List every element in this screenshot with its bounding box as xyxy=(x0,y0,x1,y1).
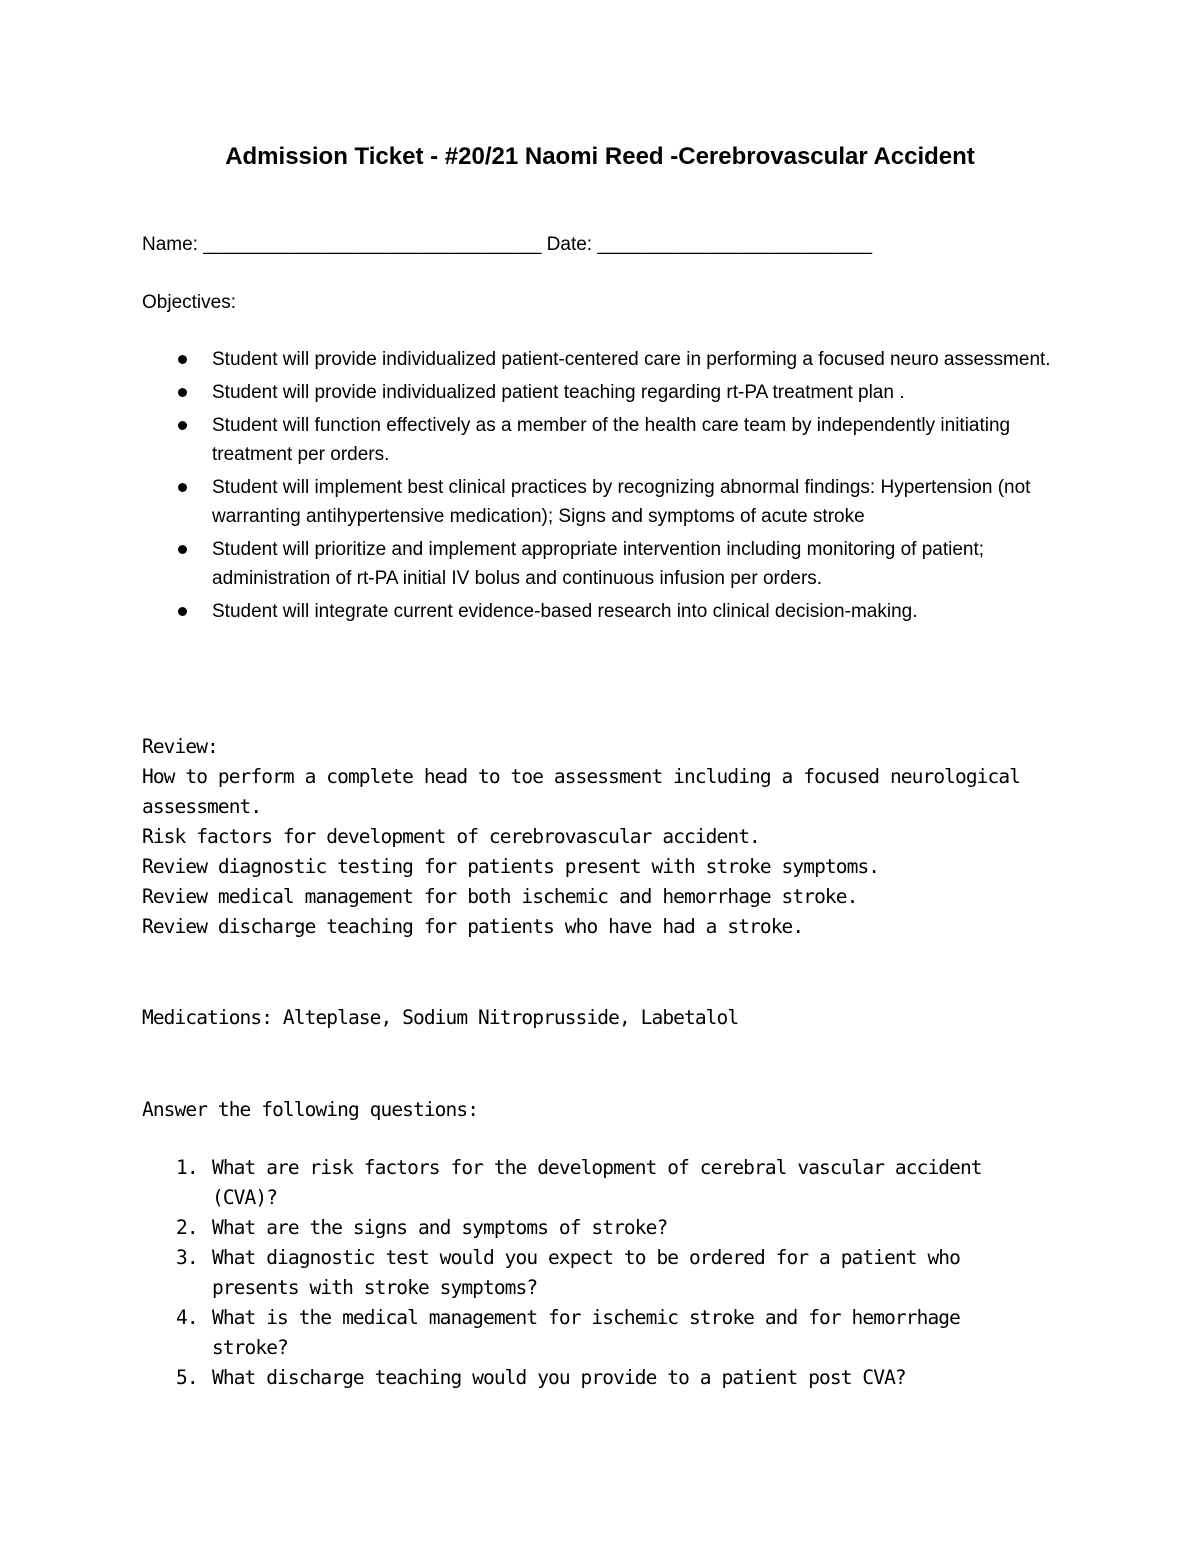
question-item xyxy=(142,1153,1042,1213)
review-line: Review discharge teaching for patients who have had a stroke. xyxy=(142,915,804,938)
question-text: What is the medical management for ischemic stroke and for hemorrhage stroke? xyxy=(212,1306,960,1359)
objective-item xyxy=(142,473,1062,531)
question-number: 3. xyxy=(176,1246,198,1269)
question-item xyxy=(142,1213,1042,1243)
question-item xyxy=(142,1303,1042,1363)
bullet-icon xyxy=(178,355,187,364)
review-line: Review diagnostic testing for patients present with stroke symptoms. xyxy=(142,855,880,878)
review-line: How to perform a complete head to toe assessment including a focused neurological assessment. xyxy=(142,765,1021,818)
objective-item xyxy=(142,535,1062,593)
question-item xyxy=(142,1243,1042,1303)
objective-text: Student will prioritize and implement appropriate intervention including monitoring of patient; administration of rt-PA initial IV bolus and continuous infusion per orders. xyxy=(212,539,985,589)
bullet-icon xyxy=(178,483,187,492)
objective-text: Student will provide individualized patient-centered care in performing a focused neuro assessment. xyxy=(212,349,1051,370)
objective-item xyxy=(142,345,1062,374)
question-text: What are risk factors for the development of cerebral vascular accident (CVA)? xyxy=(212,1156,982,1209)
bullet-icon xyxy=(178,607,187,616)
document-title: Admission Ticket - #20/21 Naomi Reed -Cerebrovascular Accident xyxy=(225,143,975,170)
objectives-list xyxy=(142,345,1062,630)
review-line: Risk factors for development of cerebrovascular accident. xyxy=(142,825,760,848)
review-section xyxy=(142,732,1082,942)
objective-text: Student will function effectively as a member of the health care team by independently initiating treatment per orders. xyxy=(212,415,1011,465)
questions-list xyxy=(142,1153,1042,1393)
question-text: What diagnostic test would you expect to be ordered for a patient who presents with stroke symptoms? xyxy=(212,1246,960,1299)
question-number: 5. xyxy=(176,1366,198,1389)
answer-heading: Answer the following questions: xyxy=(142,1098,479,1121)
objective-item xyxy=(142,378,1062,407)
question-item xyxy=(142,1363,1042,1393)
question-number: 1. xyxy=(176,1156,198,1179)
objective-text: Student will provide individualized patient teaching regarding rt-PA treatment plan . xyxy=(212,382,905,403)
review-heading: Review: xyxy=(142,735,218,758)
medications-line: Medications: Alteplase, Sodium Nitroprusside, Labetalol xyxy=(142,1006,739,1029)
bullet-icon xyxy=(178,545,187,554)
bullet-icon xyxy=(178,388,187,397)
objective-text: Student will implement best clinical practices by recognizing abnormal findings: Hypertension (not warranting antihypertensive medication); Signs and symptoms of acute stroke xyxy=(212,477,1031,527)
objective-item xyxy=(142,411,1062,469)
objective-text: Student will integrate current evidence-based research into clinical decision-making. xyxy=(212,601,918,622)
review-line: Review medical management for both ischemic and hemorrhage stroke. xyxy=(142,885,858,908)
objectives-heading: Objectives: xyxy=(142,292,236,313)
question-text: What discharge teaching would you provide to a patient post CVA? xyxy=(212,1366,906,1389)
question-number: 4. xyxy=(176,1306,198,1329)
question-text: What are the signs and symptoms of stroke? xyxy=(212,1216,668,1239)
name-date-line: Name: ________________________________ Date: __________________________ xyxy=(142,234,873,255)
bullet-icon xyxy=(178,421,187,430)
question-number: 2. xyxy=(176,1216,198,1239)
objective-item xyxy=(142,597,1062,626)
